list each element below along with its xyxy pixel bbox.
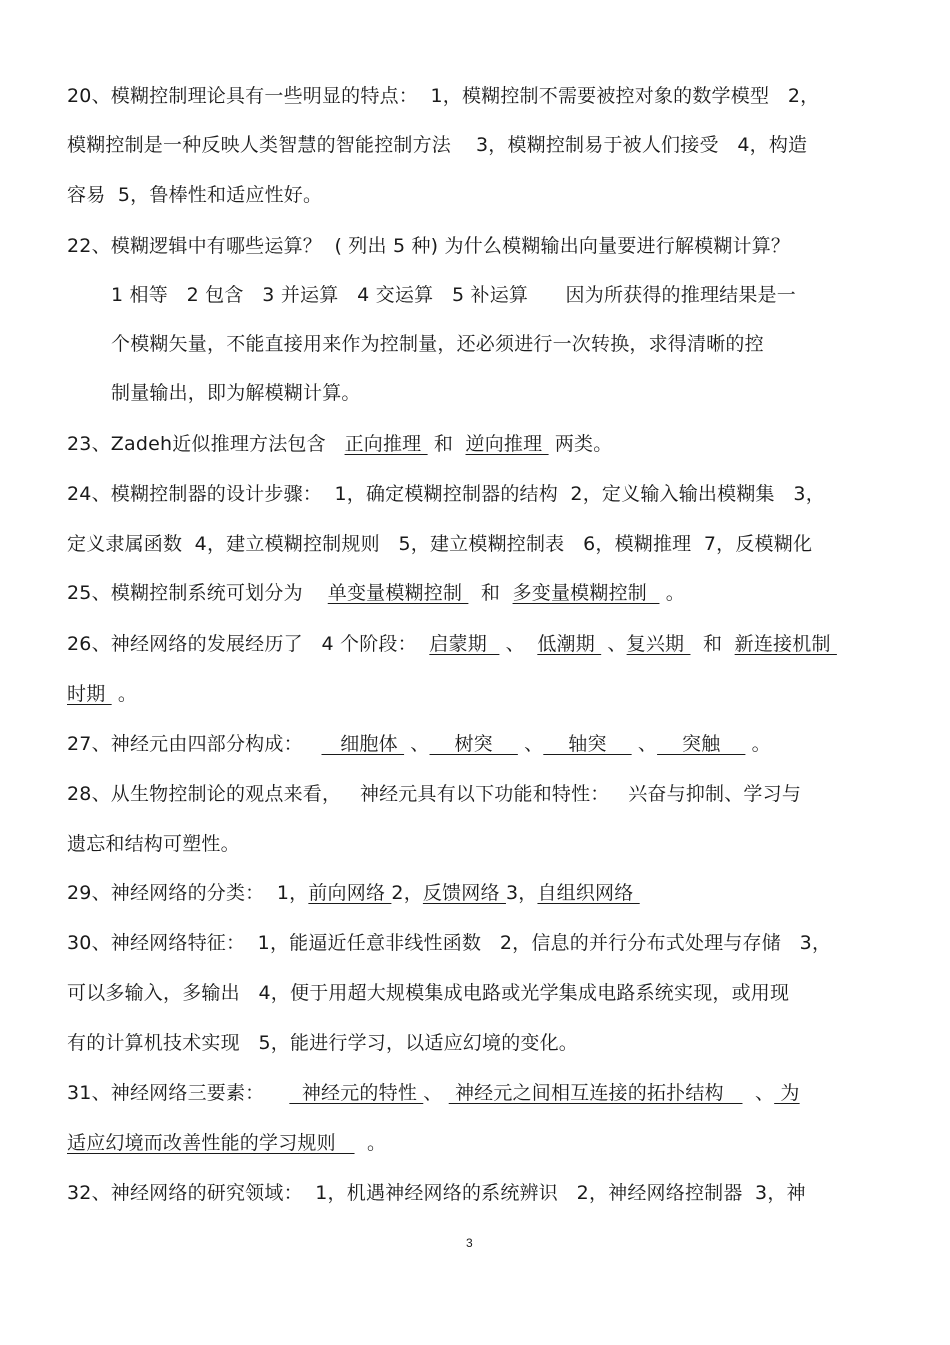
q24-line-1: 24、模糊控制器的设计步骤： 1，确定模糊控制器的结构 2，定义输入输出模糊集 3， <box>67 483 825 505</box>
q26-sep-2: 、 <box>601 633 627 655</box>
q29-answer-1: 前向网络 <box>308 882 392 904</box>
q27-line <box>67 731 771 757</box>
q27-answer-2: 树突 <box>429 733 518 755</box>
q23-answer-1: 正向推理 <box>344 433 428 455</box>
q32-line-1: 32、神经网络的研究领域： 1，机遇神经网络的系统辨识 2，神经网络控制器 3，神 <box>67 1182 806 1204</box>
q25-answer-2: 多变量模糊控制 <box>512 582 660 604</box>
q26-line-1 <box>67 631 837 657</box>
q31-answer-3a: 为 <box>774 1082 800 1104</box>
q31-prefix: 31、神经网络三要素： <box>67 1082 290 1104</box>
q25-answer-1: 单变量模糊控制 <box>327 582 469 604</box>
q25-suffix: 。 <box>659 582 685 604</box>
q20-line-1: 20、模糊控制理论具有一些明显的特点： 1，模糊控制不需要被控对象的数学模型 2， <box>67 85 820 107</box>
q26-line-2 <box>67 681 137 707</box>
q29-mid-2: 3， <box>505 882 538 904</box>
q26-answer-4-cont: 时期 <box>67 683 112 705</box>
q27-suffix: 。 <box>745 733 771 755</box>
q23-line <box>67 431 612 457</box>
q27-answer-4: 突触 <box>657 733 746 755</box>
q30-line-2: 可以多输入，多输出 4，便于用超大规模集成电路或光学集成电路系统实现，或用现 <box>67 982 790 1004</box>
page-number: 3 <box>466 1236 473 1250</box>
q25-line <box>67 580 685 606</box>
q26-answer-2: 低潮期 <box>537 633 602 655</box>
q31-line-1 <box>67 1080 800 1106</box>
q31-answer-2: 神经元之间相互连接的拓扑结构 <box>448 1082 743 1104</box>
q27-sep-2: 、 <box>517 733 544 755</box>
q31-answer-1: 神经元的特性 <box>289 1082 424 1104</box>
q27-sep-1: 、 <box>404 733 430 755</box>
q20-line-3: 容易 5，鲁棒性和适应性好。 <box>67 184 323 206</box>
q23-answer-2: 逆向推理 <box>465 433 549 455</box>
q26-answer-3: 复兴期 <box>626 633 691 655</box>
q26-sep-1: 、 <box>499 633 538 655</box>
q29-answer-2: 反馈网络 <box>422 882 506 904</box>
q31-answer-3b: 适应幻境而改善性能的学习规则 <box>67 1132 355 1154</box>
q22-line-4: 制量输出，即为解模糊计算。 <box>111 382 361 404</box>
q29-mid-1: 2， <box>391 882 423 904</box>
q31-sep-1: 、 <box>423 1082 449 1104</box>
q23-mid: 和 <box>427 433 466 455</box>
q30-line-3: 有的计算机技术实现 5，能进行学习，以适应幻境的变化。 <box>67 1032 579 1054</box>
q30-line-1: 30、神经网络特征： 1，能逼近任意非线性函数 2，信息的并行分布式处理与存储 3， <box>67 932 832 954</box>
q26-mid: 和 <box>690 633 735 655</box>
q26-suffix: 。 <box>111 683 138 705</box>
q26-answer-4: 新连接机制 <box>734 633 837 655</box>
q27-prefix: 27、神经元由四部分构成： <box>67 733 322 755</box>
q28-line-1: 28、从生物控制论的观点来看， 神经元具有以下功能和特性： 兴奋与抑制、学习与 <box>67 783 802 805</box>
q28-line-2: 遗忘和结构可塑性。 <box>67 833 240 855</box>
q20-line-2: 模糊控制是一种反映人类智慧的智能控制方法 3，模糊控制易于被人们接受 4，构造 <box>67 134 808 156</box>
q29-line <box>67 880 640 906</box>
q22-line-3: 个模糊矢量，不能直接用来作为控制量，还必须进行一次转换，求得清晰的控 <box>111 333 764 355</box>
q31-line-2 <box>67 1130 386 1156</box>
q23-suffix: 两类。 <box>548 433 613 455</box>
q29-prefix: 29、神经网络的分类： 1， <box>67 882 309 904</box>
q24-line-2: 定义隶属函数 4，建立模糊控制规则 5，建立模糊控制表 6，模糊推理 7，反模糊化 <box>67 533 813 555</box>
q26-answer-1: 启蒙期 <box>429 633 500 655</box>
q31-sep-2: 、 <box>742 1082 775 1104</box>
q26-prefix: 26、神经网络的发展经历了 4 个阶段： <box>67 633 430 655</box>
q27-answer-3: 轴突 <box>543 733 632 755</box>
q31-suffix: 。 <box>354 1132 387 1154</box>
q29-answer-3: 自组织网络 <box>537 882 640 904</box>
q22-line-2: 1 相等 2 包含 3 并运算 4 交运算 5 补运算 因为所获得的推理结果是一 <box>111 284 796 306</box>
q27-sep-3: 、 <box>631 733 658 755</box>
q27-answer-1: 细胞体 <box>321 733 405 755</box>
q23-prefix: 23、Zadeh近似推理方法包含 <box>67 433 345 455</box>
q25-mid: 和 <box>468 582 513 604</box>
q22-line-1: 22、模糊逻辑中有哪些运算？ ( 列出 5 种) 为什么模糊输出向量要进行解模糊计算？ <box>67 235 791 257</box>
q25-prefix: 25、模糊控制系统可划分为 <box>67 582 328 604</box>
